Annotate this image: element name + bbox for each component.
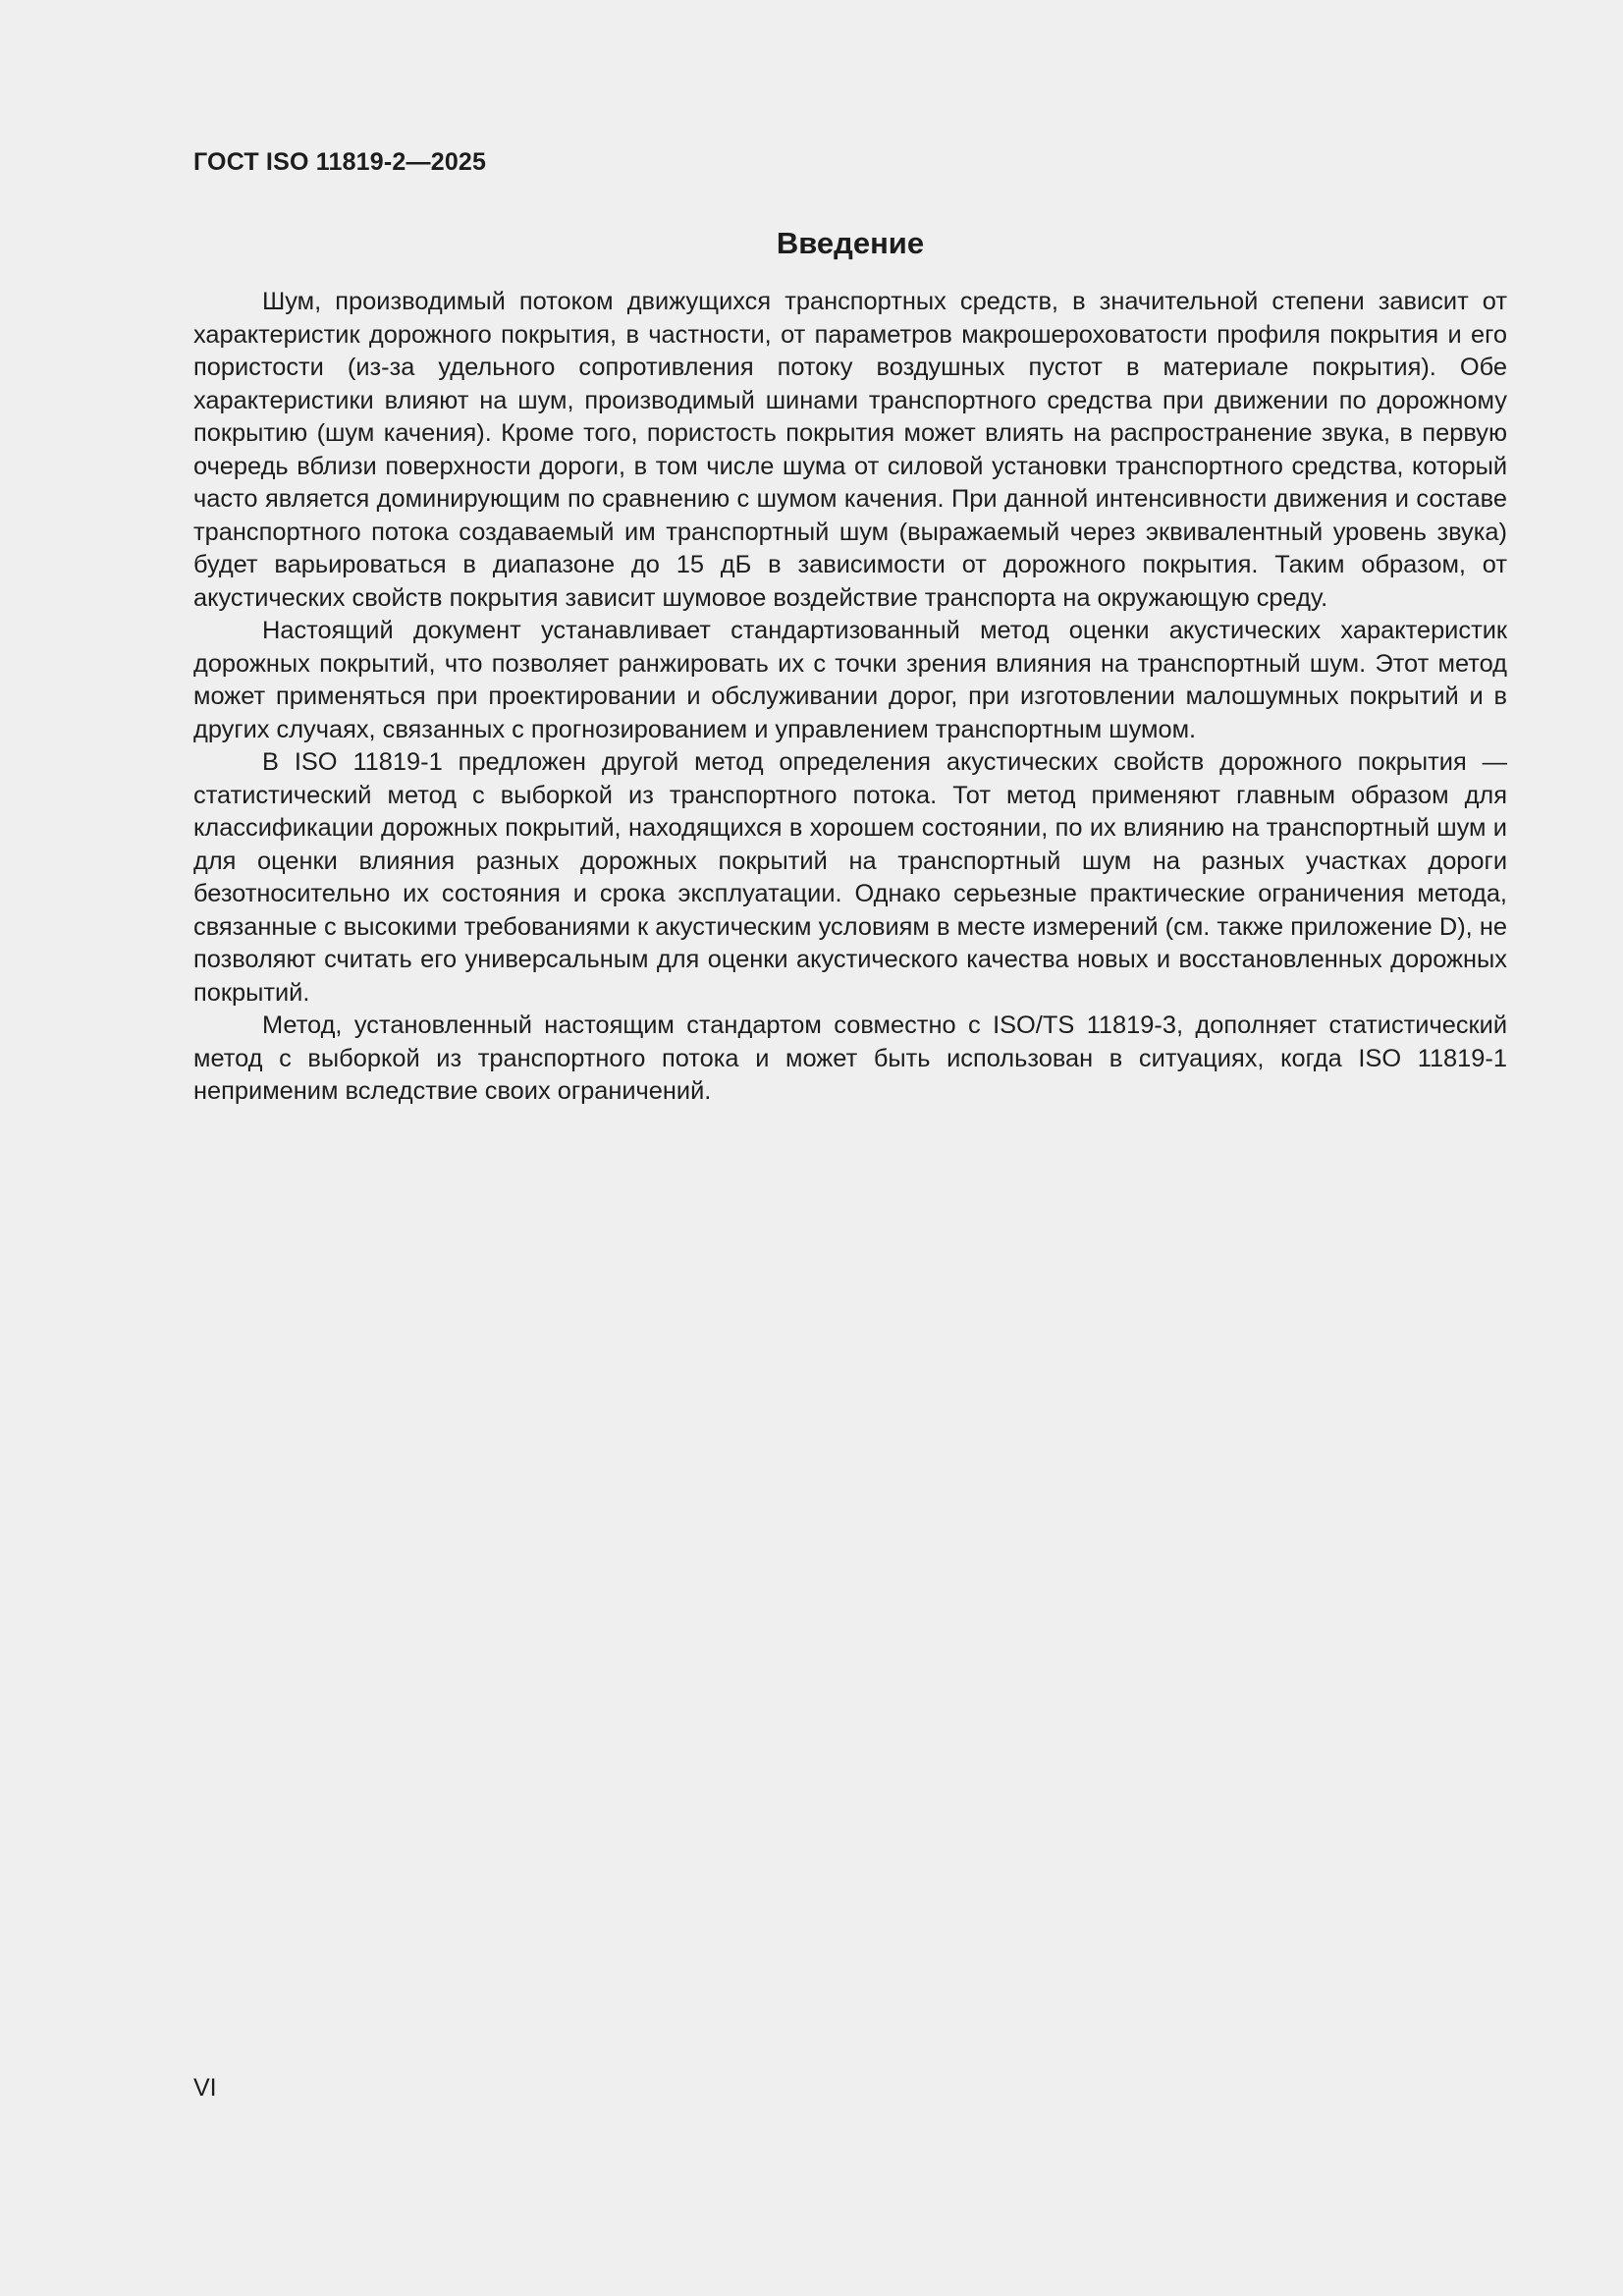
paragraph-2: Настоящий документ устанавливает стандартизованный метод оценки акустических характеристик дорожных покрытий, что позволяет ранжировать их с точки зрения влияния на транспортный шум. Этот метод может применяться при проектировании и обслуживании дорог, при изготовлении малошумных покрытий и в других случаях, связанных с прогнозированием и управлением транспортным шумом. (193, 617, 1507, 743)
document-header: ГОСТ ISO 11819-2—2025 (193, 148, 487, 176)
paragraph-4: Метод, установленный настоящим стандартом совместно с ISO/TS 11819-3, дополняет статистический метод с выборкой из транспортного потока и может быть использован в ситуациях, когда ISO 11819-1 неприменим вследствие своих ограничений. (193, 1011, 1507, 1105)
introduction-body (193, 286, 1507, 1109)
page-number: VI (193, 2074, 217, 2102)
paragraph-1: Шум, производимый потоком движущихся транспортных средств, в значительной степени зависит от характеристик дорожного покрытия, в частности, от параметров макрошероховатости профиля покрытия и его пористости (из-за удельного сопротивления потоку воздушных пустот в материале покрытия). Обе характеристики влияют на шум, производимый шинами транспортного средства при движении по дорожному покрытию (шум качения). Кроме того, пористость покрытия может влиять на распространение звука, в первую очередь вблизи поверхности дороги, в том числе шума от силовой установки транспортного средства, который часто является доминирующим по сравнению с шумом качения. При данной интенсивности движения и составе транспортного потока создаваемый им транспортный шум (выражаемый через эквивалентный уровень звука) будет варьироваться в диапазоне до 15 дБ в зависимости от дорожного покрытия. Таким образом, от акустических свойств покрытия зависит шумовое воздействие транспорта на окружающую среду. (193, 288, 1507, 612)
section-title: Введение (776, 226, 925, 260)
paragraph-3: В ISO 11819-1 предложен другой метод определения акустических свойств дорожного покрытия — статистический метод с выборкой из транспортного потока. Тот метод применяют главным образом для классификации дорожных покрытий, находящихся в хорошем состоянии, по их влиянию на транспортный шум и для оценки влияния разных дорожных покрытий на транспортный шум на разных участках дороги безотносительно их состояния и срока эксплуатации. Однако серьезные практические ограничения метода, связанные с высокими требованиями к акустическим условиям в месте измерений (см. также приложение D), не позволяют считать его универсальным для оценки акустического качества новых и восстановленных дорожных покрытий. (193, 748, 1507, 1007)
